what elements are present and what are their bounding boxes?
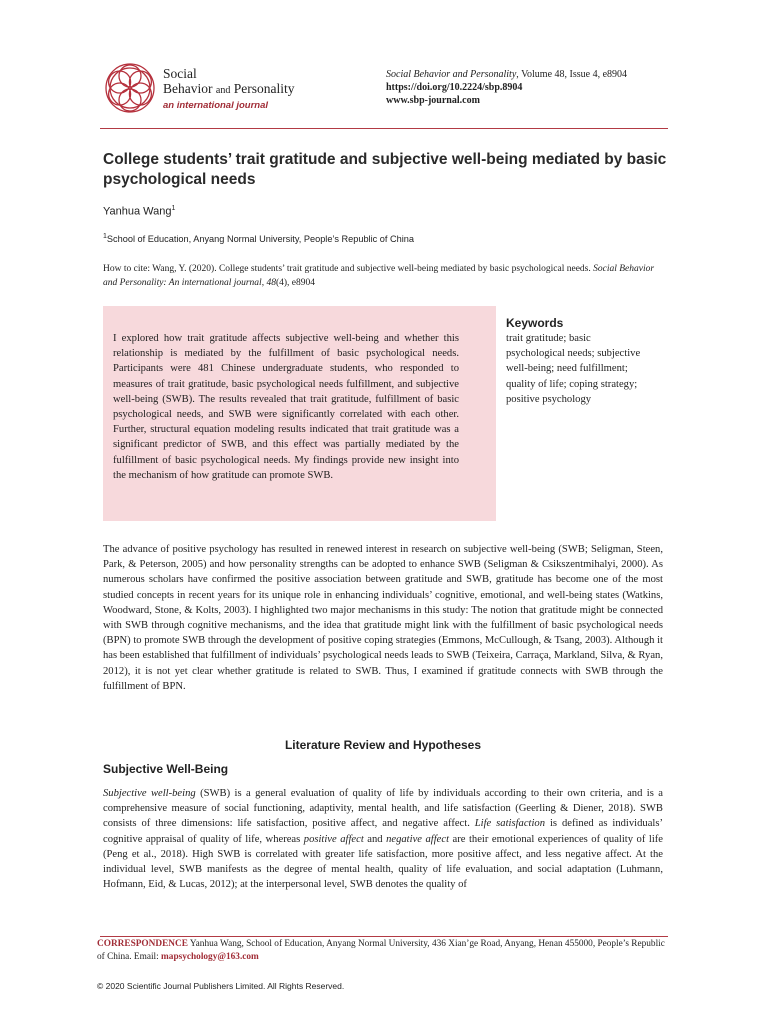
email-link[interactable]: mapsychology@163.com: [161, 952, 259, 962]
copyright-notice: © 2020 Scientific Journal Publishers Limited. All Rights Reserved.: [97, 981, 345, 991]
intro-paragraph: The advance of positive psychology has resulted in renewed interest in research on subjective well-being (SWB; Seligman, Steen, Park, & Peterson, 2005) and how personality strengths can be adopted to enhance SWB (Seligman & Csikszentmihalyi, 2000). As numerous scholars have confirmed the positive association between gratitude and SWB, gratitude has become one of the most studied concepts in recent years for its unique role in enhancing individuals’ cognitive, emotional, and well-being states (Watkins, Woodward, Stone, & Kolts, 2003). I highlighted two major mechanisms in this study: The notion that gratitude might be connected with SWB through cognitive mechanisms, and the idea that gratitude might link with the fulfillment of basic psychological needs (BPN) to promote SWB through the development of positive coping strategies (Emmons, McCullough, & Tsang, 2003). Although it has been established that fulfillment of individuals’ psychological needs leads to SWB (Teixeira, Carraça, Markland, Silva, & Ryan, 2012), it is not yet clear whether gratitude is related to SWB. Thus, I examined if gratitude connects with SWB through the fulfillment of BPN.: [103, 544, 663, 692]
article-title: College students’ trait gratitude and subjective well-being mediated by basic psychological needs: [103, 151, 667, 188]
keywords-heading: Keywords: [506, 316, 564, 330]
how-to-cite: How to cite: Wang, Y. (2020). College students’ trait gratitude and subjective well-being mediated by basic psychological needs. Social Behavior and Personality: An international journal, 48(4), e8904: [103, 264, 655, 288]
author-affiliation: $^1$School of Education, Anyang Normal University, People’s Republic of China: [103, 233, 415, 245]
journal-name-line1: Social: [163, 66, 197, 81]
citation-block: [386, 68, 627, 107]
journal-logo-icon: [104, 62, 156, 114]
footer-divider: [100, 936, 668, 937]
correspondence-note: CORRESPONDENCE Yanhua Wang, School of Education, Anyang Normal University, 436 Xian’ge Road, Anyang, Henan 455000, People’s Republic of China. Email: mapsychology@163.com: [97, 939, 665, 962]
doi-link[interactable]: https://doi.org/10.2224/sbp.8904: [386, 82, 523, 93]
website-link[interactable]: www.sbp-journal.com: [386, 95, 480, 106]
header-divider: [100, 128, 668, 129]
section-heading: Literature Review and Hypotheses: [284, 738, 482, 752]
abstract-box: [103, 306, 496, 521]
journal-tagline: an international journal: [163, 100, 269, 111]
citation-volume: Social Behavior and Personality, Volume 48, Issue 4, e8904: [386, 69, 628, 80]
subsection-heading: Subjective Well-Being: [103, 762, 229, 776]
journal-name-line2: Behavior and Personality: [163, 81, 295, 96]
swb-paragraph: Subjective well-being (SWB) is a general evaluation of quality of life by individuals according to their own criteria, and is a comprehensive measure of social functioning, adaptivity, mental health, and life satisfaction (Geerling & Diener, 2018). SWB consists of three dimensions: life satisfaction, positive affect, and negative affect. Life satisfaction is defined as individuals’ cognitive appraisal of quality of life, whereas positive affect and negative affect are their emotional experiences of quality of life (Peng et al., 2018). High SWB is correlated with greater life satisfaction, more positive affect, and less negative affect. At the individual level, SWB manifests as the degree of mental health, quality of life evaluation, and social adaptation (Luhmann, Hofmann, Eid, & Lucas, 2012); at the interpersonal level, SWB denotes the quality of: [103, 788, 663, 891]
author-name: Yanhua Wang$^1$: [103, 205, 176, 218]
journal-name: [163, 66, 294, 113]
abstract-text: I explored how trait gratitude affects subjective well-being and whether this relationship is mediated by the fulfillment of basic psychological needs. Participants were 481 Chinese undergraduate students, who responded to measures of trait gratitude, basic psychological needs fulfillment, and subjective well-being (SWB). The results revealed that trait gratitude, fulfillment of basic psychological needs, and SWB were significantly correlated with each other. Further, structural equation modeling results indicated that trait gratitude was a significant predictor of SWB, and this effect was partially mediated by the fulfillment of basic psychological needs. My findings provide new insight into the mechanism of how gratitude can promote SWB.: [113, 333, 459, 481]
correspondence-label: CORRESPONDENCE: [97, 939, 188, 949]
keywords-panel: [506, 316, 646, 407]
keywords-list: trait gratitude; basic psychological needs; subjective well-being; need fulfillment; quality of life; coping strategy; positive psychology: [506, 333, 641, 405]
